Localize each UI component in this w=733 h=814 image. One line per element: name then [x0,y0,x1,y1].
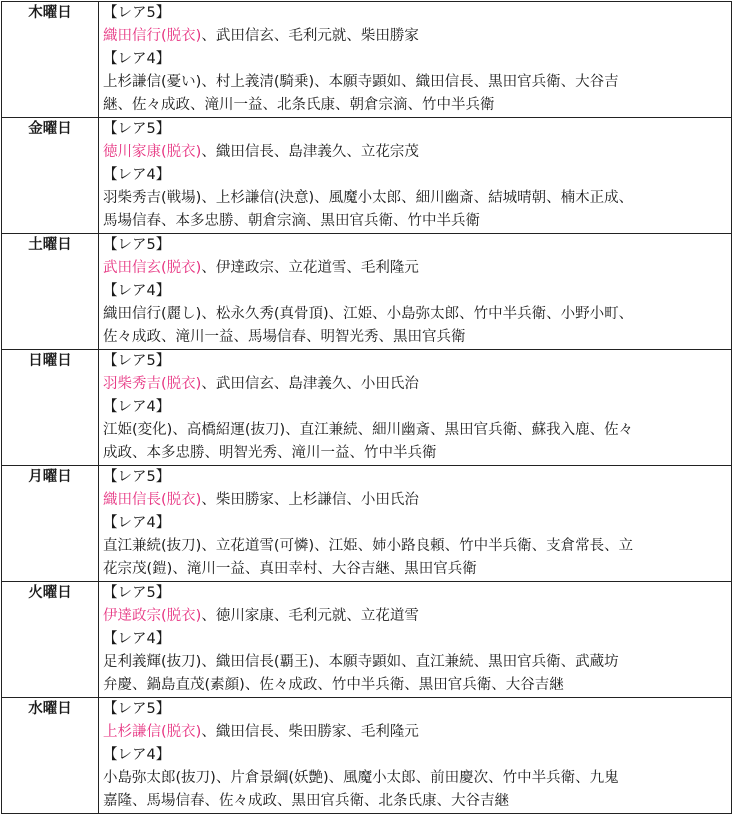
rare5-lineup [103,257,727,280]
rare5-header: 【レア5】 [103,5,171,21]
rare4-header: 【レア4】 [103,747,171,763]
day-label: 月曜日 [2,466,99,582]
featured-character: 伊達政宗(脱衣) [103,608,202,624]
rare5-other-characters: 、武田信玄、島津義久、小田氏治 [201,376,419,392]
rare4-lineup-line2: 成政、本多忠勝、明智光秀、滝川一益、竹中半兵衛 [103,445,437,461]
rare5-header: 【レア5】 [103,237,171,253]
rare4-header: 【レア4】 [103,631,171,647]
featured-character: 徳川家康(脱衣) [103,144,202,160]
rare4-header: 【レア4】 [103,515,171,531]
rare4-lineup-line1: 小島弥太郎(抜刀)、片倉景綱(妖艶)、風魔小太郎、前田慶次、竹中半兵衛、九鬼 [103,770,619,786]
rare5-lineup [103,489,727,512]
lineup-cell [99,118,732,234]
schedule-row [2,350,732,466]
featured-character: 羽柴秀吉(脱衣) [103,376,202,392]
lineup-cell [99,582,732,698]
rare5-other-characters: 、柴田勝家、上杉謙信、小田氏治 [201,492,419,508]
rare5-other-characters: 、織田信長、島津義久、立花宗茂 [201,144,419,160]
rare5-header: 【レア5】 [103,121,171,137]
rare5-header: 【レア5】 [103,701,171,717]
day-label: 土曜日 [2,234,99,350]
lineup-cell [99,466,732,582]
rare5-header: 【レア5】 [103,585,171,601]
schedule-row [2,234,732,350]
lineup-cell [99,350,732,466]
rare4-lineup-line2: 継、佐々成政、滝川一益、北条氏康、朝倉宗滴、竹中半兵衛 [103,97,495,113]
rare4-header: 【レア4】 [103,283,171,299]
rare4-lineup-line1: 織田信行(麗し)、松永久秀(真骨頂)、江姫、小島弥太郎、竹中半兵衛、小野小町、 [103,306,634,322]
rare4-header: 【レア4】 [103,399,171,415]
schedule-row [2,698,732,814]
day-label: 金曜日 [2,118,99,234]
schedule-row [2,2,732,118]
day-label: 火曜日 [2,582,99,698]
rare5-header: 【レア5】 [103,353,171,369]
rare5-lineup [103,605,727,628]
day-label: 木曜日 [2,2,99,118]
rare5-other-characters: 、織田信長、柴田勝家、毛利隆元 [201,724,419,740]
rare4-lineup-line2: 馬場信春、本多忠勝、朝倉宗滴、黒田官兵衛、竹中半兵衛 [103,213,480,229]
lineup-cell [99,2,732,118]
rare4-lineup-line1: 羽柴秀吉(戦場)、上杉謙信(決意)、風魔小太郎、細川幽斎、結城晴朝、楠木正成、 [103,190,634,206]
rare4-lineup-line2: 佐々成政、滝川一益、馬場信春、明智光秀、黒田官兵衛 [103,329,466,345]
rare5-lineup [103,141,727,164]
schedule-row [2,466,732,582]
featured-character: 織田信行(脱衣) [103,28,202,44]
rare4-lineup-line2: 弁慶、鍋島直茂(素顔)、佐々成政、竹中半兵衛、黒田官兵衛、大谷吉継 [103,677,564,693]
rare5-header: 【レア5】 [103,469,171,485]
rare4-lineup-line1: 江姫(変化)、高橋紹運(抜刀)、直江兼続、細川幽斎、黒田官兵衛、蘇我入鹿、佐々 [103,422,634,438]
day-label: 水曜日 [2,698,99,814]
featured-character: 上杉謙信(脱衣) [103,724,202,740]
rare5-other-characters: 、伊達政宗、立花道雪、毛利隆元 [201,260,419,276]
rare5-lineup [103,373,727,396]
schedule-rows [2,2,732,814]
lineup-cell [99,698,732,814]
weekly-gacha-schedule-table [1,1,732,814]
schedule-row [2,118,732,234]
rare4-lineup-line1: 直江兼続(抜刀)、立花道雪(可憐)、江姫、姉小路良頼、竹中半兵衛、支倉常長、立 [103,538,634,554]
schedule-row [2,582,732,698]
featured-character: 武田信玄(脱衣) [103,260,202,276]
rare5-lineup [103,25,727,48]
day-label: 日曜日 [2,350,99,466]
featured-character: 織田信長(脱衣) [103,492,202,508]
rare4-lineup-line2: 嘉隆、馬場信春、佐々成政、黒田官兵衛、北条氏康、大谷吉継 [103,793,509,809]
rare5-lineup [103,721,727,744]
rare4-header: 【レア4】 [103,51,171,67]
rare5-other-characters: 、武田信玄、毛利元就、柴田勝家 [201,28,419,44]
rare4-lineup-line1: 足利義輝(抜刀)、織田信長(覇王)、本願寺顕如、直江兼続、黒田官兵衛、武蔵坊 [103,654,619,670]
rare4-lineup-line2: 花宗茂(鎧)、滝川一益、真田幸村、大谷吉継、黒田官兵衛 [103,561,477,577]
lineup-cell [99,234,732,350]
rare5-other-characters: 、徳川家康、毛利元就、立花道雪 [201,608,419,624]
rare4-lineup-line1: 上杉謙信(憂い)、村上義清(騎乗)、本願寺顕如、織田信長、黒田官兵衛、大谷吉 [103,74,619,90]
rare4-header: 【レア4】 [103,167,171,183]
